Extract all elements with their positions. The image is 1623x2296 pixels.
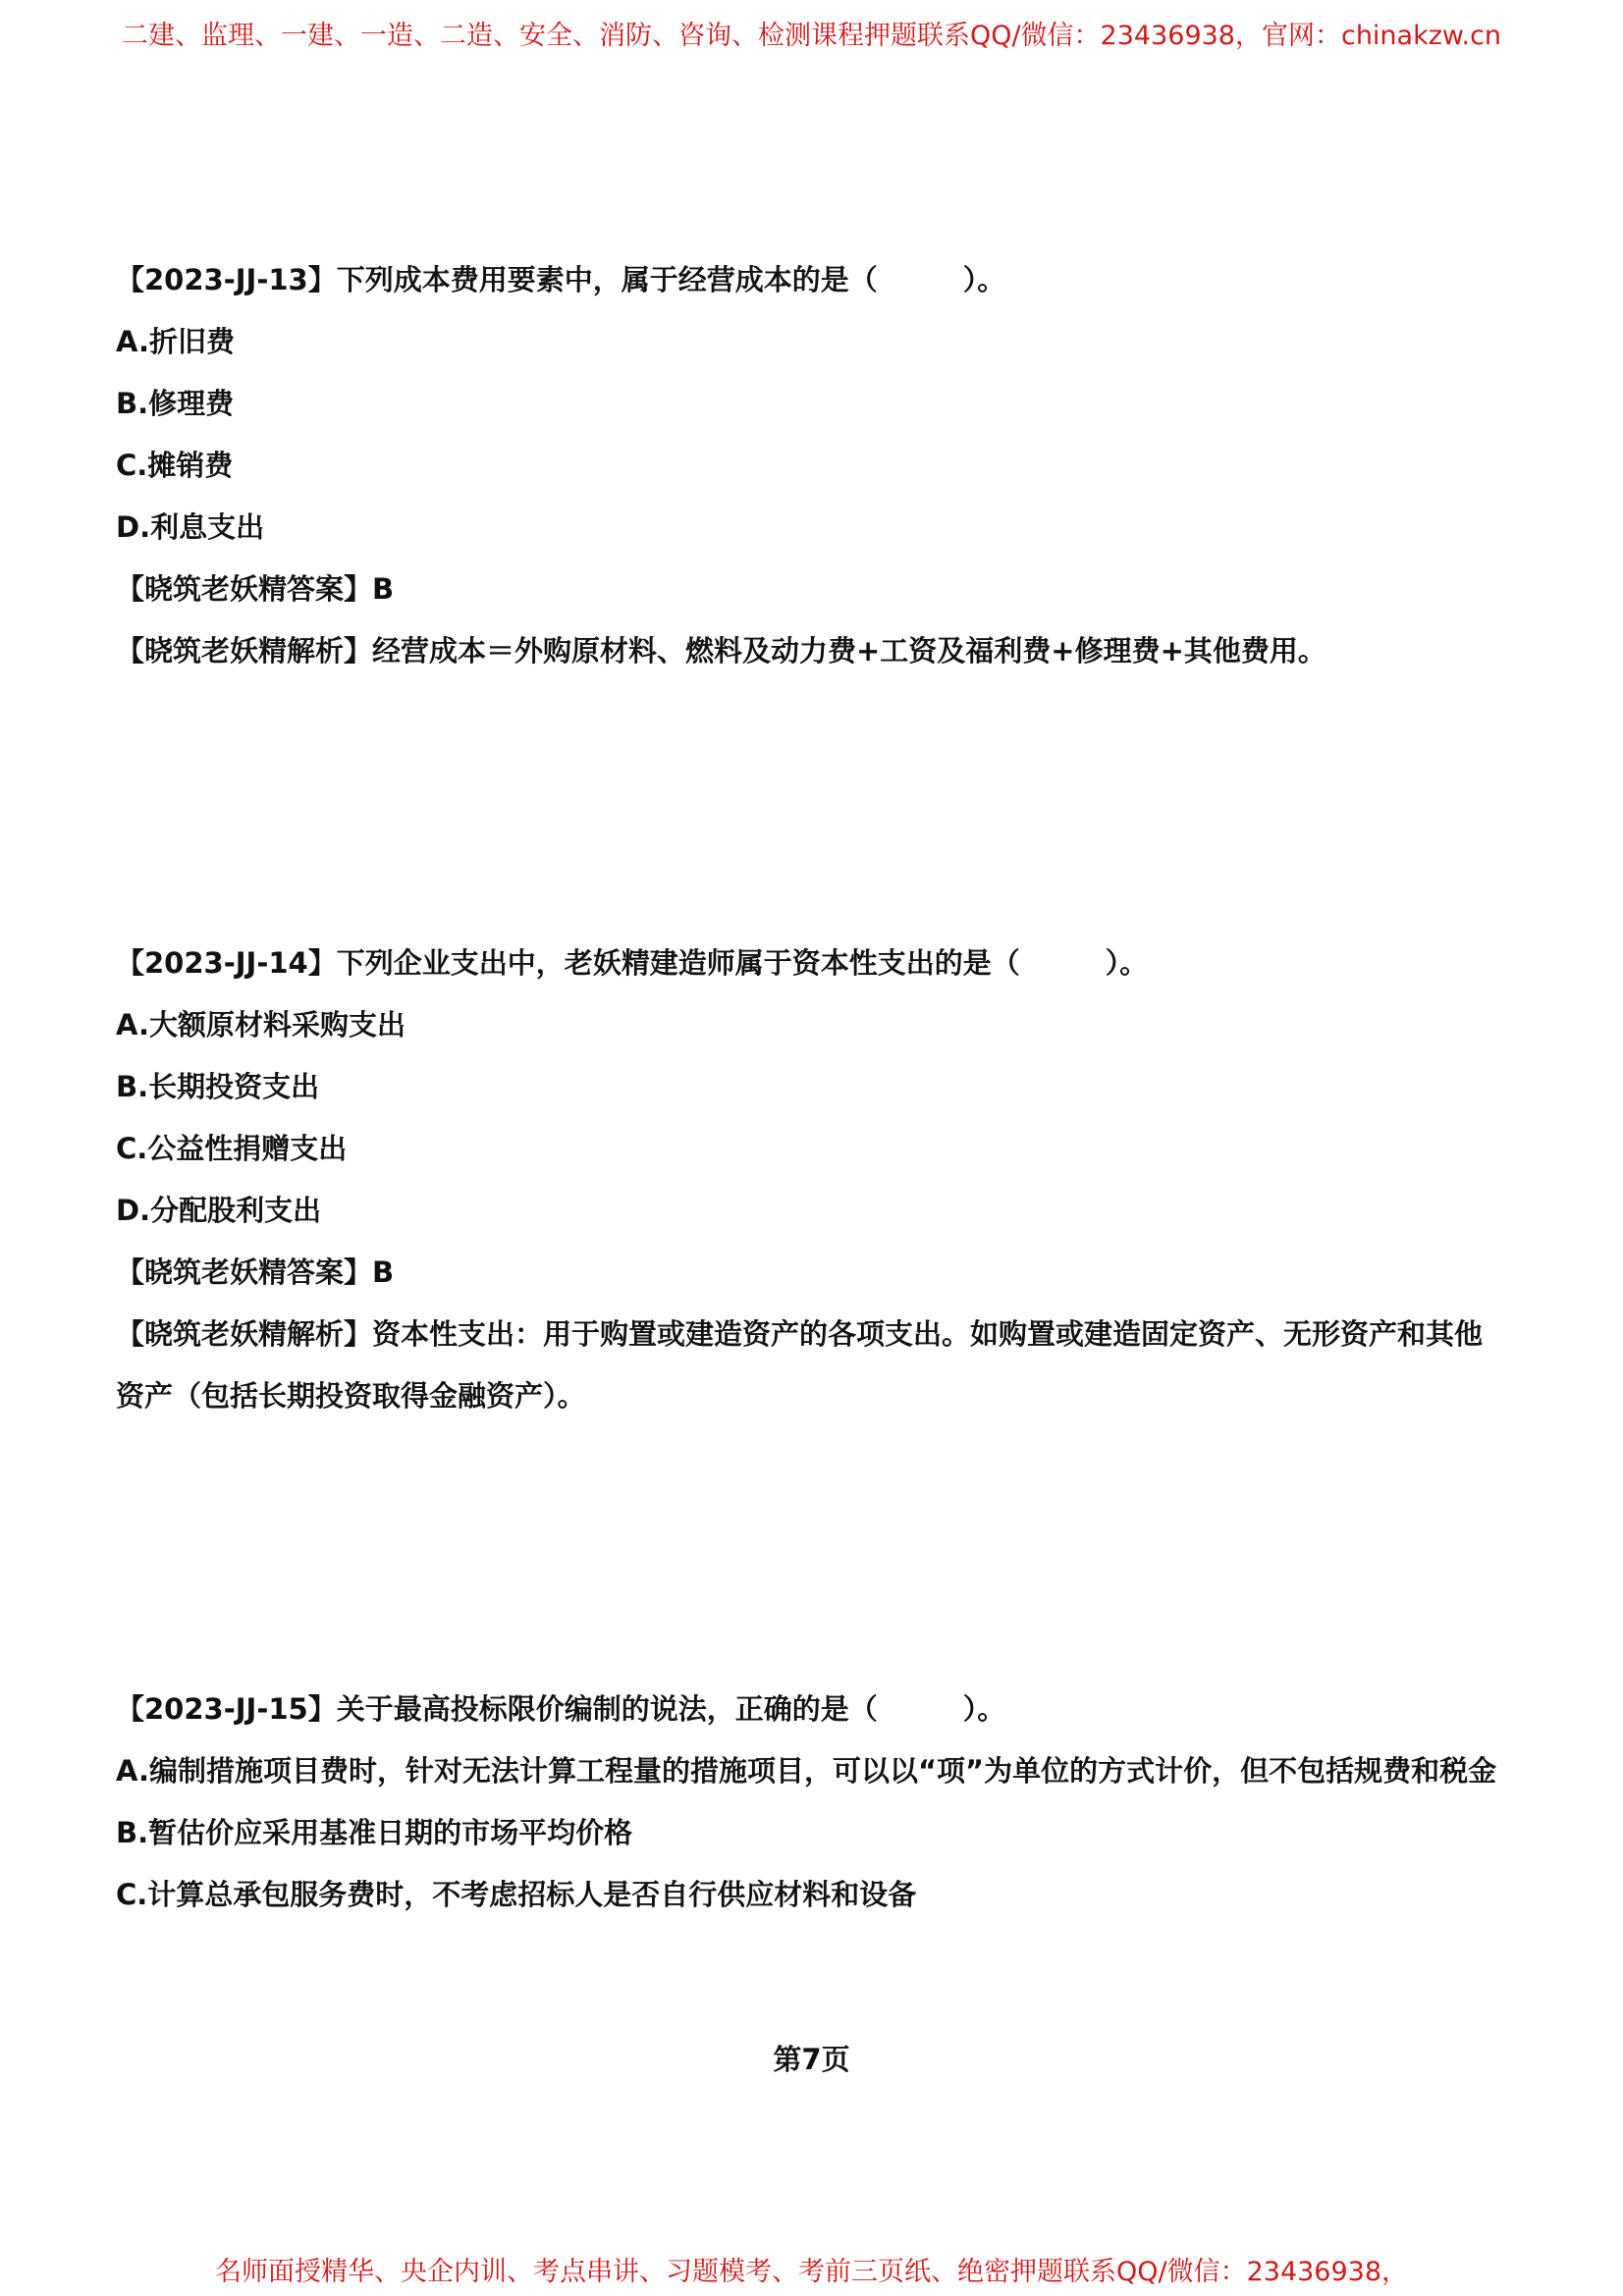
option-a: A.折旧费: [116, 325, 235, 358]
option-b: B.修理费: [116, 387, 235, 420]
option-d: D.利息支出: [116, 510, 265, 544]
footer-banner: 名师面授精华、央企内训、考点串讲、习题模考、考前三页纸、绝密押题联系QQ/微信：23436938，: [214, 2257, 1409, 2287]
answer-line: 【晓筑老妖精答案】B: [116, 572, 395, 606]
question-14: [116, 933, 1510, 1427]
analysis-line: 【晓筑老妖精解析】经营成本＝外购原材料、燃料及动力费+工资及福利费+修理费+其他费用。: [116, 634, 1326, 667]
option-d: D.分配股利支出: [116, 1194, 322, 1227]
question-stem: 【2023-JJ-15】关于最高投标限价编制的说法，正确的是（ ）。: [116, 1692, 1006, 1726]
option-a: A.编制措施项目费时，针对无法计算工程量的措施项目，可以以“项”为单位的方式计价，但不包括规费和税金: [116, 1754, 1497, 1788]
option-a: A.大额原材料采购支出: [116, 1008, 406, 1041]
header-banner: 二建、监理、一建、一造、二造、安全、消防、咨询、检测课程押题联系QQ/微信：23436938，官网：chinakzw.cn: [121, 21, 1502, 51]
question-stem: 【2023-JJ-14】下列企业支出中，老妖精建造师属于资本性支出的是（ ）。: [116, 946, 1149, 980]
page-number: 第7页: [773, 2043, 850, 2076]
question-15: [116, 1679, 1510, 1926]
option-c: C.公益性捐赠支出: [116, 1132, 348, 1165]
option-c: C.计算总承包服务费时，不考虑招标人是否自行供应材料和设备: [116, 1878, 917, 1911]
question-stem: 【2023-JJ-13】下列成本费用要素中，属于经营成本的是（ ）。: [116, 263, 1006, 296]
answer-line: 【晓筑老妖精答案】B: [116, 1255, 395, 1289]
analysis-line: 【晓筑老妖精解析】资本性支出：用于购置或建造资产的各项支出。如购置或建造固定资产、无形资产和其他资产（包括长期投资取得金融资产）。: [116, 1317, 1484, 1413]
option-b: B.暂估价应采用基准日期的市场平均价格: [116, 1816, 633, 1849]
option-b: B.长期投资支出: [116, 1070, 320, 1103]
question-13: [116, 249, 1510, 682]
option-c: C.摊销费: [116, 449, 234, 482]
